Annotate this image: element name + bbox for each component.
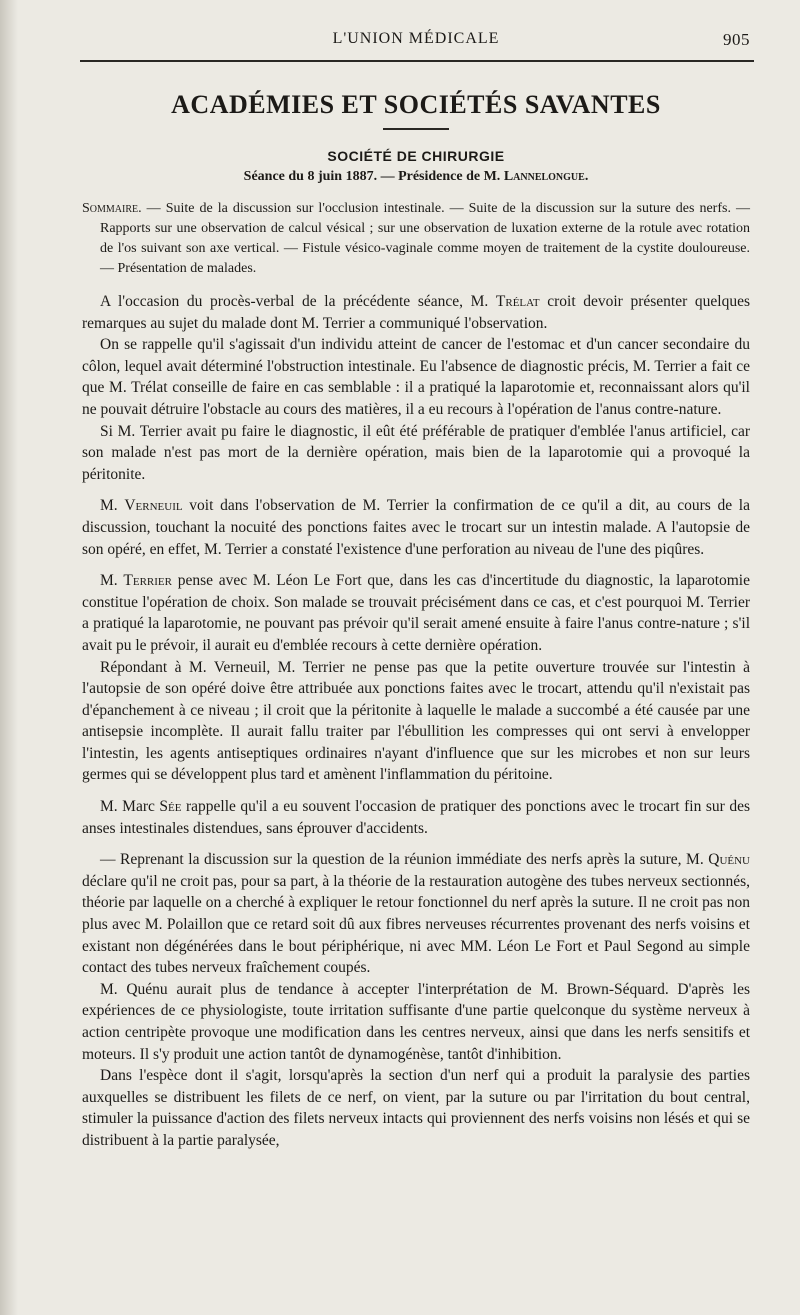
paragraph bbox=[82, 979, 750, 1065]
session-end: . bbox=[584, 169, 589, 184]
article-body bbox=[82, 291, 750, 1152]
society-name: SOCIÉTÉ DE CHIRURGIE bbox=[327, 148, 505, 164]
summary-label: Sommaire. bbox=[82, 201, 142, 216]
summary bbox=[82, 199, 750, 279]
paragraph bbox=[82, 291, 750, 334]
paragraph-text: M. bbox=[100, 497, 125, 515]
paragraph-text: pense avec M. Léon Le Fort que, dans les cas d'incertitude du diagnostic, la laparotomie constitue l'opération de choix. Son malade se trouvait précisément dans ce cas, et c'est pourquoi M. Terrier a pratiqué la laparotomie, ne pouvant pas prévoir qu'il serait amené ensuite à faire l'anus contre-nature ; s'il avait pu le prévoir, il aurait eu d'emblée recours à cette dernière opération. bbox=[82, 572, 750, 654]
paragraph bbox=[82, 796, 750, 839]
running-title: L'UNION MÉDICALE bbox=[332, 30, 500, 47]
paragraph bbox=[82, 334, 750, 420]
paragraph-text: M. Marc bbox=[100, 798, 160, 816]
speaker-name: Verneuil bbox=[124, 497, 183, 515]
paragraph bbox=[82, 657, 750, 787]
paragraph bbox=[82, 495, 750, 560]
session-line bbox=[82, 169, 750, 185]
page-header bbox=[82, 30, 750, 60]
paragraph-text: On se rappelle qu'il s'agissait d'un individu atteint de cancer de l'estomac et d'un cancer secondaire du côlon, lequel avait déterminé l'obstruction intestinale. Eu l'absence de diagnostic précis, M. Terrier a fait ce que M. Trélat conseille de faire en cas semblable : il a pratiqué la laparotomie et, reconnaissant alors qu'il ne pouvait détruire l'obstacle au cours des matières, il a eu recours à l'opération de l'anus contre-nature. bbox=[82, 336, 750, 418]
paragraph-text: — Reprenant la discussion sur la question de la réunion immédiate des nerfs après la suture, M. bbox=[100, 851, 709, 869]
paragraph bbox=[82, 570, 750, 656]
paragraph-text: Répondant à M. Verneuil, M. Terrier ne pense pas que la petite ouverture trouvée sur l'intestin à l'autopsie de son opéré doive être attribuée aux ponctions faites avec le trocart, attendu qu'il n'existait pas d'épanchement à ce niveau ; il croit que la péritonite à laquelle le malade a succombé a été causée par une antisepsie incomplète. Il aurait fallu traiter par l'ébullition les compresses qui ont servi à envelopper l'intestin, les agents antiseptiques ordinaires n'ayant d'influence que sur les microbes et non sur leurs germes qui se développent plus tard et amènent l'inflammation du péritoine. bbox=[82, 658, 750, 784]
speaker-name: Trélat bbox=[495, 293, 540, 310]
page-number: 905 bbox=[723, 30, 750, 49]
paragraph-text: rappelle qu'il a eu souvent l'occasion de pratiquer des ponctions avec le trocart fin sur des anses intestinales distendues, sans éprouver d'accidents. bbox=[82, 798, 750, 837]
paragraph-text: croit devoir présenter quelques remarques au sujet du malade dont M. Terrier a communiqué l'observation. bbox=[82, 293, 750, 332]
paragraph-text: Dans l'espèce dont il s'agit, lorsqu'après la section d'un nerf qui a produit la paralysie des parties auxquelles se distribuent les filets de ce nerf, on vient, par la suture ou par l'irritation du bout central, stimuler la puissance d'action des filets nerveux intacts qui proviennent des nerfs voisins non lésés et qui se distribuent à la partie paralysée, bbox=[82, 1067, 750, 1149]
paragraph-text: déclare qu'il ne croit pas, pour sa part, à la théorie de la restauration autogène des tubes nerveux sectionnés, théorie par laquelle on a cherché à expliquer le retour fonctionnel du nerf après la suture. Il ne croit pas non plus avec M. Polaillon que ce retard soit dû aux fibres nerveuses récurrentes provenant des nerfs voisins et existant non dégénérées dans le bout périphérique, ni avec MM. Léon Le Fort et Paul Segond au simple contact des tubes nerveux fraîchement coupés. bbox=[82, 872, 750, 977]
speaker-name: Sée bbox=[159, 798, 182, 816]
paragraph-text: A l'occasion du procès-verbal de la précédente séance, M. bbox=[100, 293, 496, 310]
paragraph bbox=[82, 421, 750, 486]
paragraph-text: M. Quénu aurait plus de tendance à accepter l'interprétation de M. Brown-Séquard. D'après les expériences de ce physiologiste, toute irritation suffisante d'une partie quelconque du système nerveux à action centripète provoque une modification dans les centres nerveux, ainsi que dans les nerfs sensitifs et moteurs. Il s'y produit une action tantôt de dynamogénèse, tantôt d'inhibition. bbox=[82, 980, 750, 1063]
header-rule bbox=[80, 60, 754, 62]
paragraph-text: voit dans l'observation de M. Terrier la confirmation de ce qu'il a dit, au cours de la discussion, touchant la nocuité des ponctions faites avec le trocart sur un intestin malade. A l'autopsie de son opéré, en effet, M. Terrier a constaté l'existence d'une perforation au niveau de l'une des piqûres. bbox=[82, 497, 750, 558]
paragraph bbox=[82, 849, 750, 979]
section-title: ACADÉMIES ET SOCIÉTÉS SAVANTES bbox=[171, 90, 661, 119]
speaker-name: Quénu bbox=[708, 851, 750, 869]
session-text: Séance du 8 juin 1887. — Présidence de M. bbox=[243, 169, 504, 184]
title-rule bbox=[383, 128, 449, 130]
president-name: Lannelongue bbox=[503, 169, 585, 184]
paragraph bbox=[82, 1065, 750, 1151]
paragraph-text: Si M. Terrier avait pu faire le diagnostic, il eût été préférable de pratiquer d'emblée l'anus artificiel, car son malade n'est pas mort de la dernière opération, mais bien de la laparotomie qui a provoqué la péritonite. bbox=[82, 422, 750, 483]
page-edge-shadow bbox=[0, 0, 18, 1315]
summary-text: — Suite de la discussion sur l'occlusion intestinale. — Suite de la discussion sur la suture des nerfs. — Rapports sur une observation de calcul vésical ; sur une observation de luxation externe de la rotule avec rotation de l'os suivant son axe vertical. — Fistule vésico-vaginale comme moyen de traitement de la cystite douloureuse. — Présentation de malades. bbox=[100, 201, 750, 276]
paragraph-text: M. bbox=[100, 572, 124, 590]
speaker-name: Terrier bbox=[123, 572, 172, 590]
